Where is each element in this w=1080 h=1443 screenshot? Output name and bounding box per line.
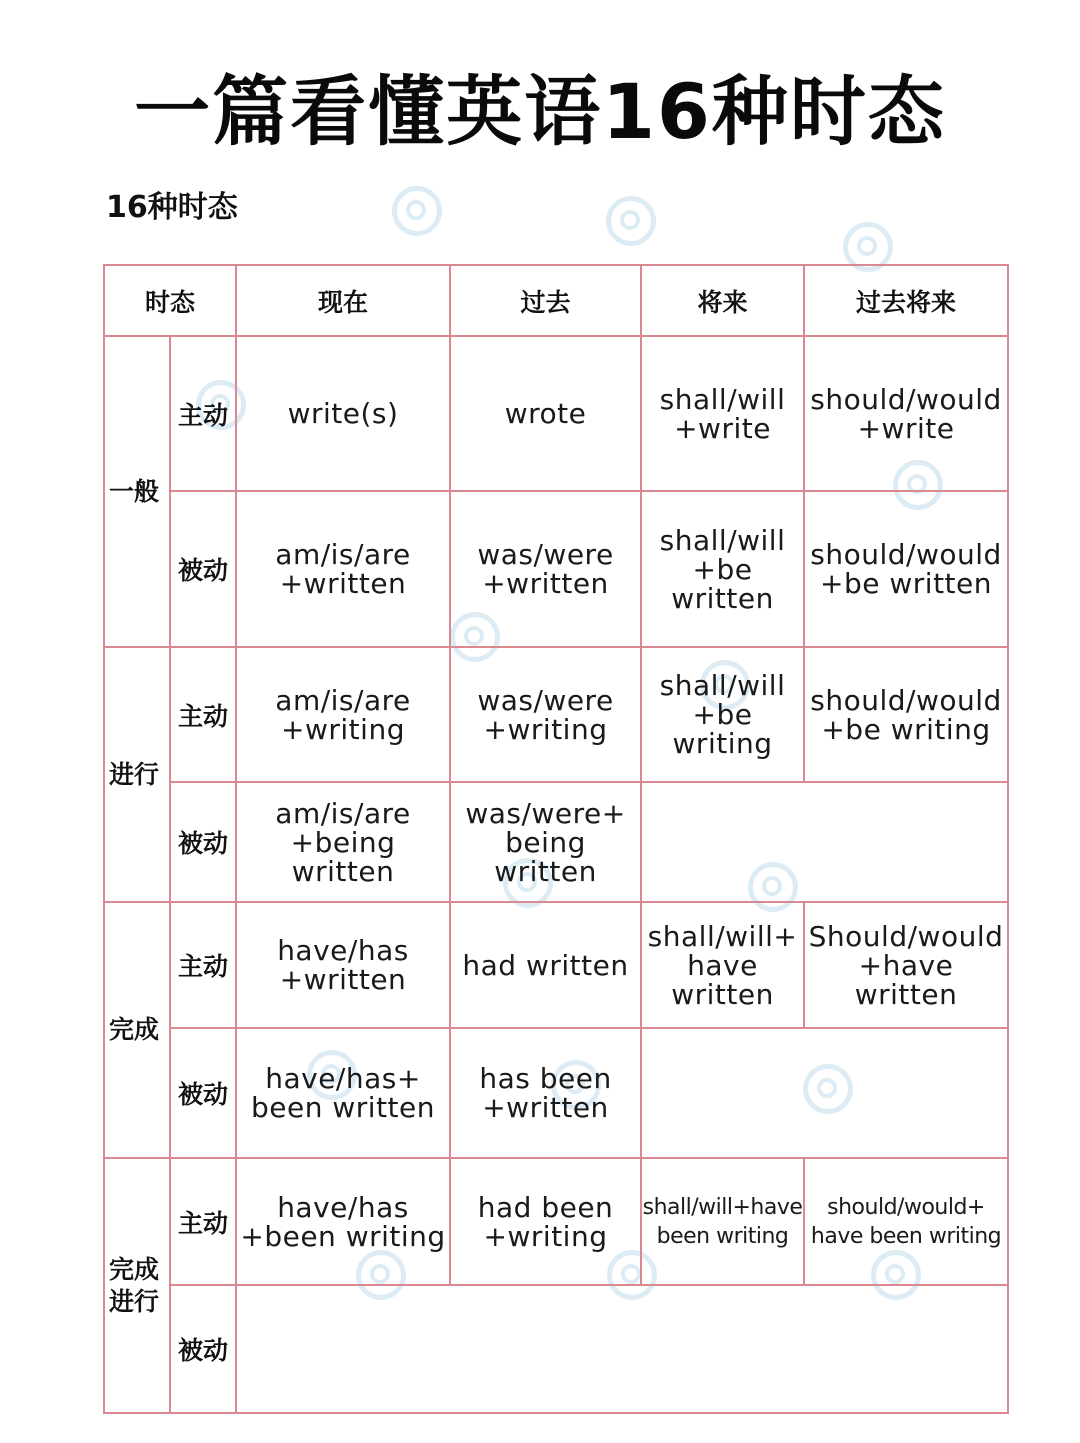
header-row [104, 265, 1008, 336]
cell-empty [236, 1285, 1008, 1413]
verb-form: am/is/are +writing [275, 683, 411, 746]
verb-form: am/is/are +being written [275, 796, 411, 888]
voice-active: 主动 [170, 1158, 236, 1285]
watermark-logo-icon [606, 196, 656, 246]
table-row [104, 336, 1008, 491]
group-progressive: 进行 [104, 647, 170, 902]
cell-simple-present-active [236, 336, 450, 491]
verb-form: should/would +be written [810, 538, 1002, 600]
cell-simple-future-passive [641, 491, 804, 647]
cell-progressive-present-active [236, 647, 450, 782]
table-row [104, 902, 1008, 1028]
cell-perfect-progressive-present-active [236, 1158, 450, 1285]
voice-passive: 被动 [170, 1285, 236, 1413]
cell-simple-past-active [450, 336, 641, 491]
verb-form: was/were +writing [477, 683, 614, 746]
cell-perfect-progressive-future-active [641, 1158, 804, 1285]
cell-simple-present-passive [236, 491, 450, 647]
table-row [104, 1285, 1008, 1413]
cell-perfect-past-future-active [804, 902, 1008, 1028]
cell-simple-future-active [641, 336, 804, 491]
table-row [104, 491, 1008, 647]
verb-form: was/were+ being written [465, 796, 626, 888]
cell-perfect-progressive-past-active [450, 1158, 641, 1285]
verb-form: am/is/are +written [275, 538, 411, 600]
verb-form: was/were +written [477, 538, 614, 600]
group-simple: 一般 [104, 336, 170, 647]
verb-form: wrote [504, 397, 587, 430]
cell-perfect-progressive-past-future-active [804, 1158, 1008, 1285]
cell-simple-past-future-active [804, 336, 1008, 491]
verb-form: shall/will +be writing [659, 669, 786, 760]
verb-form: shall/will+have been writing [642, 1194, 803, 1249]
header-present: 现在 [236, 265, 450, 336]
group-perfect-progressive: 完成 进行 [104, 1158, 170, 1413]
voice-active: 主动 [170, 647, 236, 782]
cell-progressive-past-passive [450, 782, 641, 902]
voice-active: 主动 [170, 902, 236, 1028]
verb-form: write(s) [287, 397, 399, 430]
verb-form: has been +written [479, 1062, 612, 1124]
cell-simple-past-passive [450, 491, 641, 647]
cell-empty [641, 782, 1008, 902]
voice-active: 主动 [170, 336, 236, 491]
cell-progressive-present-passive [236, 782, 450, 902]
page-title: 一篇看懂英语16种时态 [134, 67, 946, 156]
verb-form: have/has +been writing [240, 1190, 446, 1253]
cell-perfect-future-active [641, 902, 804, 1028]
verb-form: should/would +write [810, 382, 1002, 445]
table-row [104, 1158, 1008, 1285]
verb-form: had been +writing [477, 1190, 614, 1253]
cell-progressive-future-active [641, 647, 804, 782]
verb-form: shall/will +be written [659, 523, 786, 615]
cell-perfect-present-active [236, 902, 450, 1028]
cell-simple-past-future-passive [804, 491, 1008, 647]
voice-passive: 被动 [170, 782, 236, 902]
cell-perfect-past-passive [450, 1028, 641, 1158]
voice-passive: 被动 [170, 1028, 236, 1158]
section-title: 16种时态 [106, 190, 238, 225]
table-row [104, 647, 1008, 782]
table-row [104, 1028, 1008, 1158]
verb-form: have/has+ been written [251, 1062, 436, 1124]
header-future: 将来 [641, 265, 804, 336]
tense-table [103, 264, 1009, 1414]
voice-passive: 被动 [170, 491, 236, 647]
table-row [104, 782, 1008, 902]
verb-form: shall/will+ have written [647, 919, 798, 1011]
verb-form: should/would+ have been writing [810, 1194, 1002, 1249]
header-tense: 时态 [104, 265, 236, 336]
cell-progressive-past-active [450, 647, 641, 782]
cell-empty [641, 1028, 1008, 1158]
cell-perfect-present-passive [236, 1028, 450, 1158]
verb-form: have/has +written [277, 934, 409, 996]
verb-form: should/would +be writing [810, 683, 1002, 746]
verb-form: Should/would +have written [808, 919, 1004, 1011]
watermark-logo-icon [392, 186, 442, 236]
cell-perfect-past-active [450, 902, 641, 1028]
cell-progressive-past-future-active [804, 647, 1008, 782]
group-perfect: 完成 [104, 902, 170, 1158]
header-past-future: 过去将来 [804, 265, 1008, 336]
verb-form: had written [462, 948, 629, 982]
verb-form: shall/will +write [659, 382, 786, 445]
header-past: 过去 [450, 265, 641, 336]
